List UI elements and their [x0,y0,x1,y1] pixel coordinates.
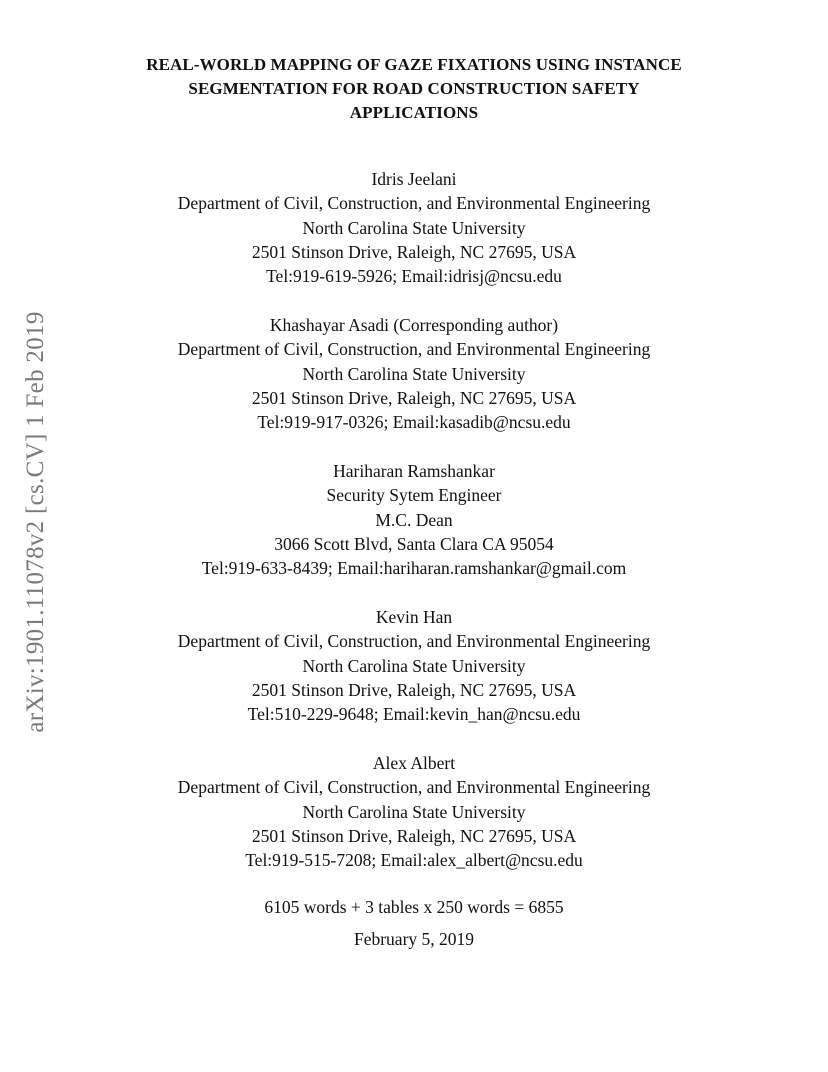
author-contact: Tel:919-917-0326; Email:kasadib@ncsu.edu [257,412,571,433]
author-name: Kevin Han [375,606,453,627]
author-institution: North Carolina State University [302,217,526,238]
author-block-asadi [80,313,748,434]
author-block-ramshankar [80,459,748,580]
author-department: Department of Civil, Construction, and Environmental Engineering [177,777,651,798]
author-institution: North Carolina State University [302,655,526,676]
author-name: Alex Albert [372,752,456,773]
author-contact: Tel:919-619-5926; Email:idrisj@ncsu.edu [266,266,562,287]
publication-date: February 5, 2019 [353,929,475,949]
arxiv-stamp: arXiv:1901.11078v2 [cs.CV] 1 Feb 2019 [22,311,49,733]
author-institution: North Carolina State University [302,801,526,822]
author-contact: Tel:510-229-9648; Email:kevin_han@ncsu.edu [247,704,581,725]
author-institution: North Carolina State University [302,363,526,384]
paper-title [90,53,738,125]
author-block-han [80,605,748,726]
word-count: 6105 words + 3 tables x 250 words = 6855 [264,897,564,917]
author-name: Khashayar Asadi (Corresponding author) [269,314,559,335]
author-department: Security Sytem Engineer [326,485,502,506]
author-department: Department of Civil, Construction, and Environmental Engineering [177,631,651,652]
author-block-jeelani [80,167,748,288]
author-address: 2501 Stinson Drive, Raleigh, NC 27695, USA [251,241,577,262]
author-contact: Tel:919-633-8439; Email:hariharan.ramshankar@gmail.com [201,558,627,579]
author-address: 2501 Stinson Drive, Raleigh, NC 27695, USA [251,679,577,700]
author-block-albert [80,751,748,872]
title-line: SEGMENTATION FOR ROAD CONSTRUCTION SAFETY [188,79,640,98]
title-line: REAL-WORLD MAPPING OF GAZE FIXATIONS USING INSTANCE [146,55,682,74]
author-address: 2501 Stinson Drive, Raleigh, NC 27695, USA [251,825,577,846]
author-department: Department of Civil, Construction, and Environmental Engineering [177,193,651,214]
author-name: Idris Jeelani [371,169,457,189]
author-department: Department of Civil, Construction, and Environmental Engineering [177,339,651,360]
author-name: Hariharan Ramshankar [333,460,495,481]
author-address: 2501 Stinson Drive, Raleigh, NC 27695, USA [251,387,577,408]
author-contact: Tel:919-515-7208; Email:alex_albert@ncsu.edu [245,850,583,871]
author-institution: M.C. Dean [375,509,453,530]
author-address: 3066 Scott Blvd, Santa Clara CA 95054 [274,533,554,554]
title-line: APPLICATIONS [349,103,479,122]
author-list [80,167,748,897]
